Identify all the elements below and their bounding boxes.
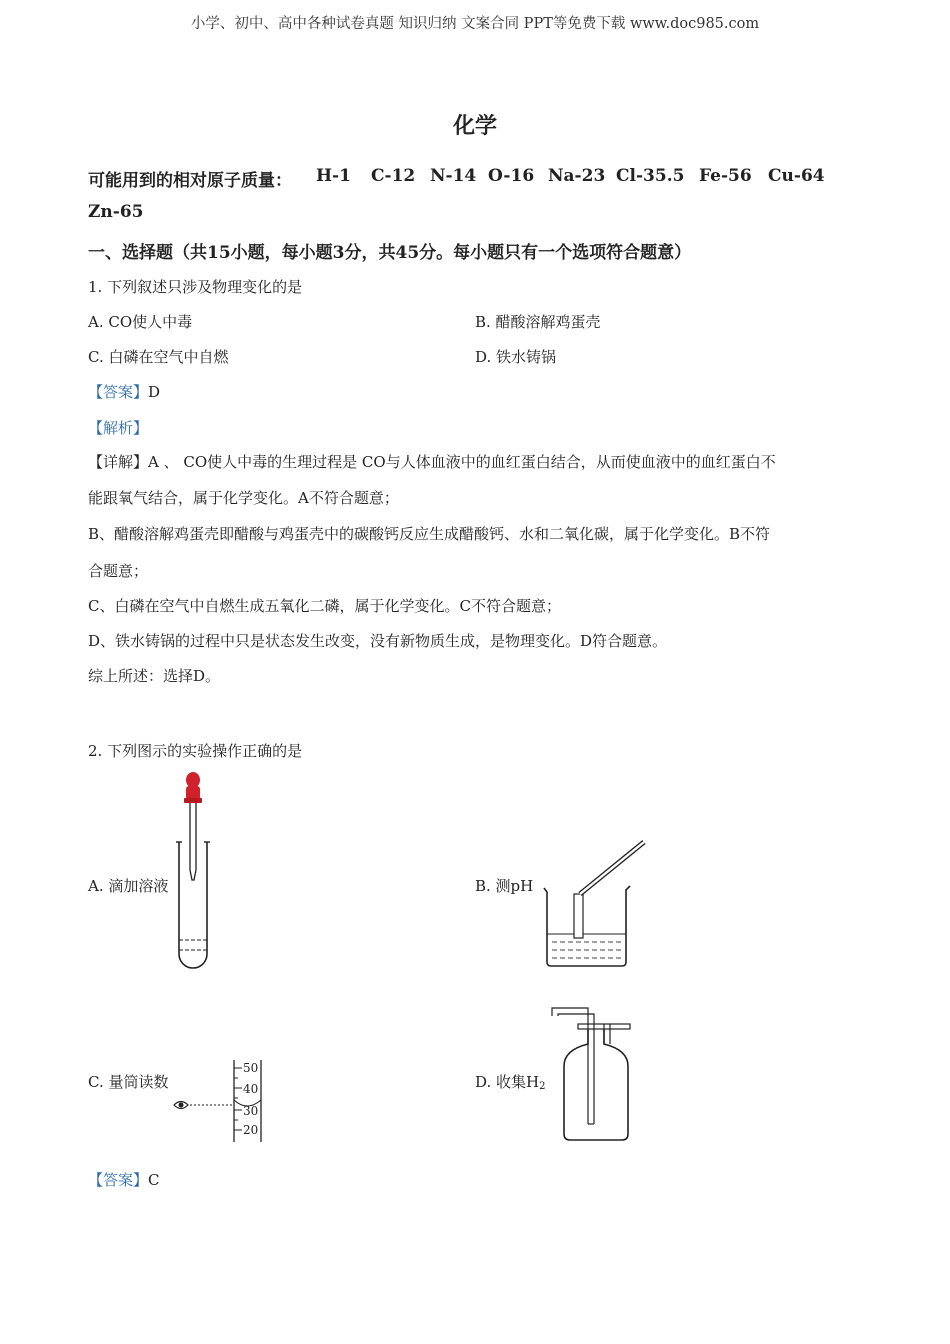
- q2-option-a: A. 滴加溶液: [88, 877, 169, 895]
- answer-value: D: [148, 383, 161, 401]
- atomic-mass-n: N-14: [430, 166, 477, 186]
- q1-detail-line-2: 能跟氧气结合，属于化学变化。A不符合题意；: [88, 489, 399, 507]
- tick-label-20: 20: [243, 1123, 259, 1137]
- site-banner: 小学、初中、高中各种试卷真题 知识归纳 文案合同 PPT等免费下载 www.doc985.com: [190, 16, 760, 32]
- answer-tag: 【答案】: [88, 383, 149, 401]
- q2-option-b: B. 测pH: [475, 877, 534, 895]
- atomic-mass-label: 可能用到的相对原子质量：: [88, 171, 292, 191]
- cylinder-reading-figure: [172, 1058, 272, 1146]
- page-title: 化学: [452, 113, 497, 139]
- q1-option-c: C. 白磷在空气中自燃: [88, 348, 229, 366]
- atomic-mass-zn: Zn-65: [88, 202, 144, 222]
- section-heading: 一、选择题（共15小题，每小题3分，共45分。每小题只有一个选项符合题意）: [88, 243, 692, 263]
- q1-analysis-tag: 【解析】: [88, 419, 149, 437]
- q1-detail-line-6: D、铁水铸锅的过程中只是状态发生改变，没有新物质生成，是物理变化。D符合题意。: [88, 632, 668, 650]
- test-tube: [179, 842, 207, 968]
- q1-answer: [88, 381, 160, 402]
- atomic-mass-o: O-16: [488, 166, 535, 186]
- q1-detail-line-7: 综上所述：选择D。: [88, 667, 221, 685]
- q2-answer: [88, 1169, 160, 1190]
- dropper-bulb: [186, 772, 200, 788]
- atomic-mass-fe: Fe-56: [699, 166, 752, 186]
- q2-stem: 2. 下列图示的实验操作正确的是: [88, 742, 303, 760]
- option-d-text: D. 收集H: [475, 1073, 540, 1091]
- q1-option-b: B. 醋酸溶解鸡蛋壳: [475, 313, 601, 331]
- q1-detail-line-1: [88, 451, 776, 472]
- q1-stem: 1. 下列叙述只涉及物理变化的是: [88, 278, 303, 296]
- atomic-mass-cu: Cu-64: [768, 166, 825, 186]
- ph-strip: [574, 894, 583, 938]
- q1-option-d: D. 铁水铸锅: [475, 348, 557, 366]
- atomic-mass-h: H-1: [316, 166, 351, 186]
- q2-option-d: [475, 1071, 545, 1092]
- tick-label-40: 40: [243, 1082, 259, 1096]
- q1-detail-line-3: B、醋酸溶解鸡蛋壳即醋酸与鸡蛋壳中的碳酸钙反应生成醋酸钙、水和二氧化碳，属于化学变化。B不符: [88, 525, 771, 543]
- answer-tag: 【答案】: [88, 1171, 149, 1189]
- answer-value: C: [148, 1171, 160, 1189]
- atomic-mass-cl: Cl-35.5: [616, 166, 685, 186]
- atomic-mass-c: C-12: [371, 166, 416, 186]
- q1-option-a: A. CO使人中毒: [88, 313, 193, 331]
- q1-detail-line-5: C、白磷在空气中自燃生成五氧化二磷，属于化学变化。C不符合题意；: [88, 597, 561, 615]
- option-d-subscript: 2: [539, 1081, 546, 1092]
- beaker-ph-figure: [540, 836, 650, 970]
- tick-label-50: 50: [243, 1061, 259, 1075]
- gas-bottle: [564, 1028, 628, 1140]
- q1-detail-line-4: 合题意；: [88, 562, 149, 580]
- detail-tag: 【详解】: [88, 453, 149, 471]
- tick-label-30: 30: [243, 1104, 259, 1118]
- q2-option-c: C. 量筒读数: [88, 1073, 169, 1091]
- dropper-test-tube-figure: [168, 768, 218, 970]
- detail-text: A 、 CO使人中毒的生理过程是 CO与人体血液中的血红蛋白结合，从而使血液中的血红蛋白不: [148, 453, 776, 471]
- atomic-mass-na: Na-23: [548, 166, 606, 186]
- gas-bottle-figure: [548, 1004, 638, 1144]
- beaker: [544, 886, 630, 966]
